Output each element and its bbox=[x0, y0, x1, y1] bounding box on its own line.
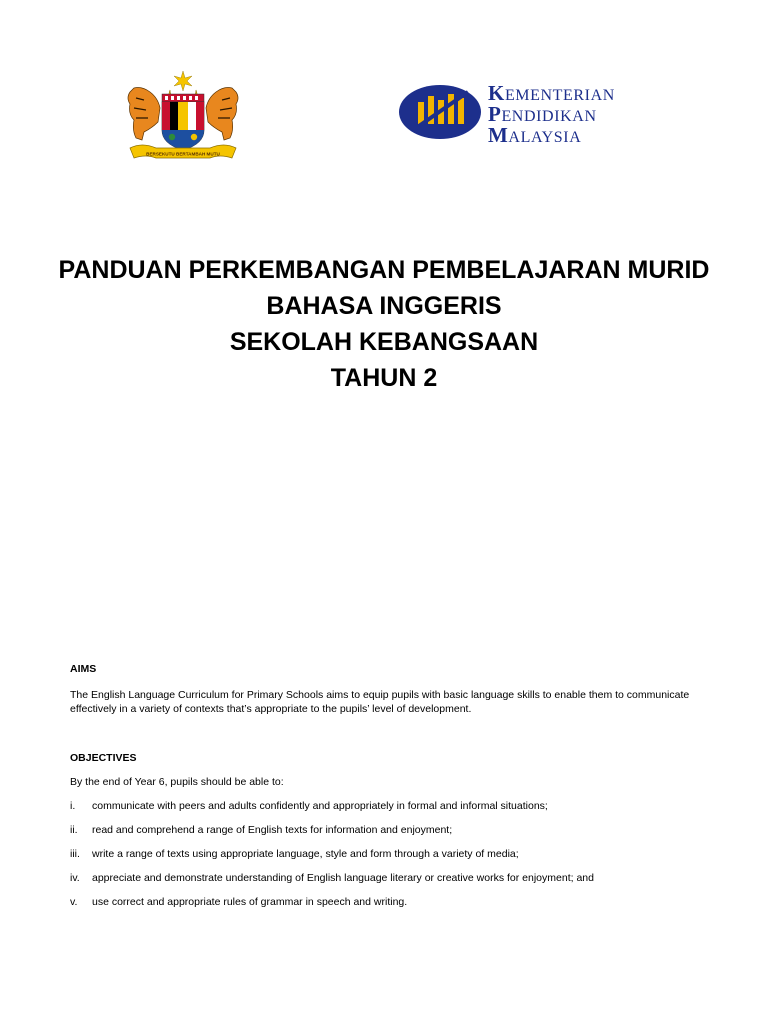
objective-item bbox=[70, 847, 710, 861]
ministry-name bbox=[488, 81, 615, 147]
objectives-list bbox=[70, 799, 710, 909]
objective-text: communicate with peers and adults confidently and appropriately in formal and informal situations; bbox=[92, 800, 548, 812]
objective-number: i. bbox=[70, 800, 76, 812]
malaysia-coat-of-arms-icon bbox=[122, 68, 244, 168]
objective-number: iii. bbox=[70, 848, 80, 860]
title-line: PANDUAN PERKEMBANGAN PEMBELAJARAN MURID bbox=[58, 256, 710, 284]
objective-text: read and comprehend a range of English texts for information and enjoyment; bbox=[92, 824, 453, 836]
objective-text: use correct and appropriate rules of grammar in speech and writing. bbox=[92, 896, 408, 908]
objective-text: appreciate and demonstrate understanding of English language literary or creative works for enjoyment; and bbox=[92, 872, 594, 884]
objective-item bbox=[70, 895, 710, 909]
objectives-heading: OBJECTIVES bbox=[70, 752, 137, 764]
kpm-logo-icon bbox=[398, 84, 482, 140]
title-line: BAHASA INGGERIS bbox=[266, 292, 502, 320]
objective-number: v. bbox=[70, 896, 78, 908]
ministry-name-line: MALAYSIA bbox=[488, 123, 582, 147]
objective-number: ii. bbox=[70, 824, 78, 836]
aims-heading: AIMS bbox=[70, 663, 97, 675]
objectives-intro: By the end of Year 6, pupils should be able to: bbox=[70, 776, 284, 788]
objective-item bbox=[70, 823, 710, 837]
objective-number: iv. bbox=[70, 872, 80, 884]
objective-item bbox=[70, 799, 710, 813]
objective-item bbox=[70, 871, 710, 885]
coat-scroll-text: BERSEKUTU BERTAMBAH MUTU bbox=[146, 151, 220, 157]
document-body bbox=[70, 662, 710, 909]
title-line: SEKOLAH KEBANGSAAN bbox=[229, 328, 539, 356]
ministry-name-line: PENDIDIKAN bbox=[488, 102, 597, 126]
title-line: TAHUN 2 bbox=[330, 364, 438, 392]
objective-text: write a range of texts using appropriate language, style and form through a variety of media; bbox=[92, 848, 519, 860]
ministry-name-line: KEMENTERIAN bbox=[488, 81, 615, 105]
aims-text: The English Language Curriculum for Primary Schools aims to equip pupils with basic language skills to enable them to communicate effectively in a variety of contexts that’s appropriate to the pupils’ level of development. bbox=[70, 689, 690, 715]
document-title bbox=[0, 252, 768, 396]
